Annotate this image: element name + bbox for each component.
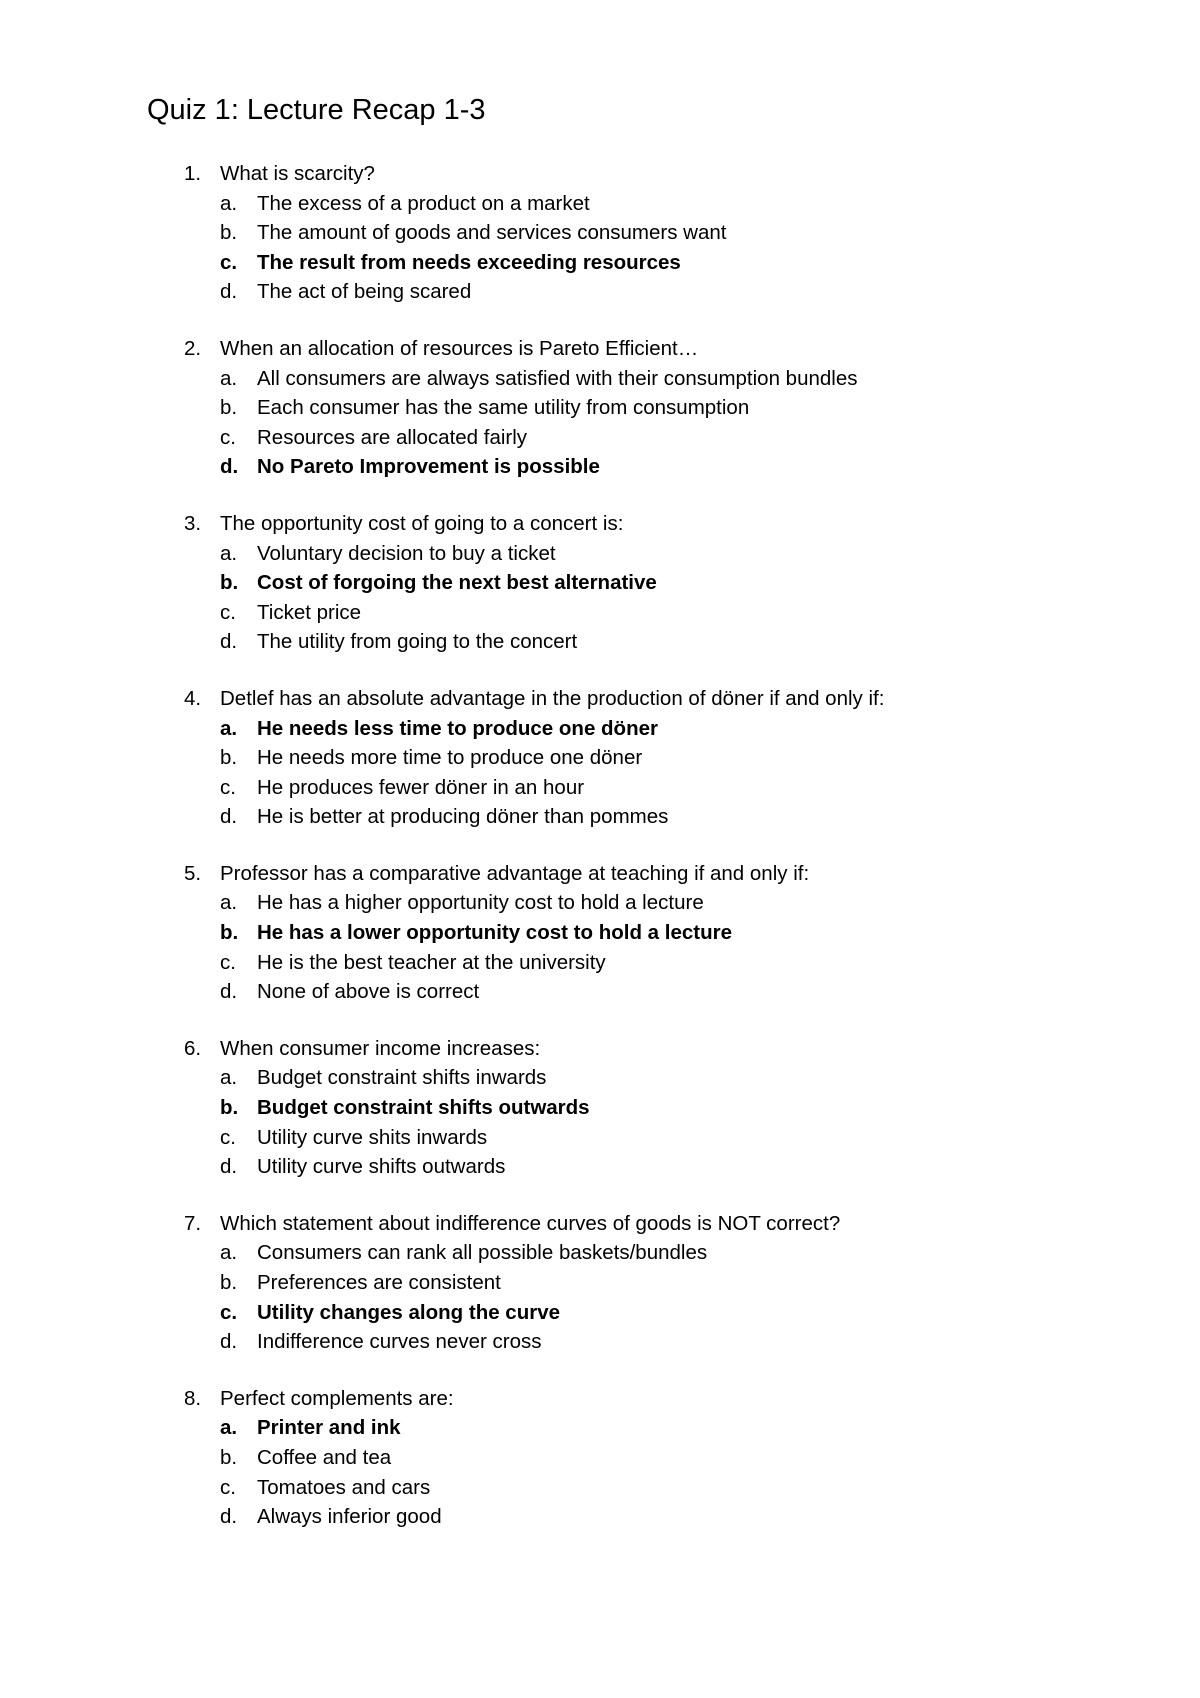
option-letter: a. (220, 1416, 238, 1440)
question-line (0, 1209, 1200, 1239)
question-text: Which statement about indifference curves of goods is NOT correct? (220, 1211, 841, 1235)
question-item (0, 1209, 1200, 1357)
option-text: Utility curve shifts outwards (257, 1155, 506, 1179)
answer-option (0, 1238, 1200, 1268)
answer-option (0, 1123, 1200, 1153)
option-text: The result from needs exceeding resources (257, 250, 681, 274)
question-number: 7. (184, 1211, 202, 1235)
question-item (0, 509, 1200, 657)
answer-option-correct (0, 248, 1200, 278)
answer-option-correct (0, 1298, 1200, 1328)
answer-option (0, 773, 1200, 803)
option-letter: c. (220, 1125, 236, 1149)
option-text: Ticket price (257, 600, 362, 624)
answer-option (0, 1063, 1200, 1093)
option-letter: b. (220, 746, 238, 770)
answer-option-correct (0, 1413, 1200, 1443)
option-text: He produces fewer döner in an hour (257, 775, 585, 799)
option-text: The act of being scared (257, 280, 472, 304)
question-line (0, 859, 1200, 889)
page-title: Quiz 1: Lecture Recap 1-3 (147, 94, 486, 126)
option-letter: d. (220, 805, 238, 829)
option-text: He has a higher opportunity cost to hold a lecture (257, 891, 704, 915)
option-text: He needs less time to produce one döner (257, 716, 658, 740)
answer-option (0, 277, 1200, 307)
answer-option (0, 1268, 1200, 1298)
question-line (0, 1034, 1200, 1064)
option-letter: d. (220, 1155, 238, 1179)
answer-option (0, 1502, 1200, 1532)
answer-option-correct (0, 452, 1200, 482)
question-number: 2. (184, 336, 202, 360)
question-item (0, 859, 1200, 1007)
option-letter: c. (220, 250, 238, 274)
option-text: He is better at producing döner than pommes (257, 805, 669, 829)
answer-option (0, 627, 1200, 657)
question-text: Detlef has an absolute advantage in the production of döner if and only if: (220, 686, 885, 710)
option-letter: d. (220, 280, 238, 304)
question-number: 1. (184, 162, 202, 185)
question-number: 8. (184, 1386, 202, 1410)
answer-option (0, 802, 1200, 832)
option-text: The amount of goods and services consumers want (257, 221, 727, 245)
question-text: What is scarcity? (220, 162, 375, 185)
question-item (0, 1384, 1200, 1532)
option-text: Utility curve shits inwards (257, 1125, 488, 1149)
option-text: He has a lower opportunity cost to hold a lecture (257, 921, 732, 945)
option-text: Always inferior good (257, 1505, 442, 1529)
option-text: Coffee and tea (257, 1445, 392, 1469)
option-text: Indifference curves never cross (257, 1330, 542, 1354)
option-letter: c. (220, 600, 236, 624)
answer-option (0, 218, 1200, 248)
question-list (0, 159, 1200, 1559)
option-letter: b. (220, 921, 239, 945)
question-number: 5. (184, 861, 202, 885)
question-number: 6. (184, 1036, 202, 1060)
option-letter: a. (220, 541, 238, 565)
option-text: None of above is correct (257, 980, 480, 1004)
answer-option (0, 423, 1200, 453)
option-text: Budget constraint shifts outwards (257, 1096, 590, 1120)
question-line (0, 159, 1200, 189)
option-text: Printer and ink (257, 1416, 401, 1440)
question-number: 4. (184, 686, 202, 710)
option-text: Utility changes along the curve (257, 1300, 561, 1324)
question-line (0, 334, 1200, 364)
option-text: Budget constraint shifts inwards (257, 1066, 547, 1090)
answer-option-correct (0, 568, 1200, 598)
answer-option (0, 977, 1200, 1007)
option-letter: b. (220, 396, 238, 420)
answer-option (0, 539, 1200, 569)
question-item (0, 159, 1200, 307)
option-text: Tomatoes and cars (257, 1475, 431, 1499)
answer-option-correct (0, 714, 1200, 744)
option-letter: b. (220, 1271, 238, 1294)
option-letter: b. (220, 221, 238, 245)
option-text: He needs more time to produce one döner (257, 746, 643, 770)
option-letter: b. (220, 571, 239, 595)
question-text: When an allocation of resources is Pareto Efficient… (220, 336, 699, 360)
option-text: All consumers are always satisfied with their consumption bundles (257, 366, 858, 390)
option-text: He is the best teacher at the university (257, 950, 606, 974)
option-letter: c. (220, 1300, 238, 1324)
answer-option (0, 888, 1200, 918)
option-text: Cost of forgoing the next best alternative (257, 571, 657, 595)
answer-option (0, 948, 1200, 978)
option-letter: c. (220, 425, 236, 449)
option-letter: d. (220, 630, 238, 654)
option-text: Each consumer has the same utility from consumption (257, 396, 750, 420)
question-line (0, 1384, 1200, 1414)
answer-option-correct (0, 918, 1200, 948)
question-text: Professor has a comparative advantage at teaching if and only if: (220, 861, 810, 885)
option-letter: a. (220, 716, 238, 740)
answer-option (0, 1443, 1200, 1473)
option-letter: c. (220, 950, 236, 974)
option-letter: b. (220, 1096, 239, 1120)
answer-option (0, 1327, 1200, 1357)
option-letter: c. (220, 775, 236, 799)
option-letter: c. (220, 1475, 236, 1499)
answer-option (0, 598, 1200, 628)
question-number: 3. (184, 511, 202, 535)
answer-option (0, 743, 1200, 773)
option-text: The utility from going to the concert (257, 630, 578, 654)
answer-option (0, 393, 1200, 423)
answer-option-correct (0, 1093, 1200, 1123)
option-letter: d. (220, 1505, 238, 1529)
question-item (0, 334, 1200, 482)
option-text: Preferences are consistent (257, 1271, 501, 1294)
option-letter: a. (220, 191, 238, 215)
option-letter: d. (220, 455, 239, 479)
option-letter: a. (220, 366, 238, 390)
option-letter: a. (220, 1066, 238, 1090)
question-text: Perfect complements are: (220, 1386, 454, 1410)
option-text: No Pareto Improvement is possible (257, 455, 600, 479)
question-text: When consumer income increases: (220, 1036, 541, 1060)
option-letter: d. (220, 980, 238, 1004)
question-item (0, 684, 1200, 832)
question-line (0, 509, 1200, 539)
option-letter: a. (220, 1241, 238, 1265)
option-text: Consumers can rank all possible baskets/bundles (257, 1241, 708, 1265)
option-letter: b. (220, 1445, 238, 1469)
option-letter: a. (220, 891, 238, 915)
option-text: Voluntary decision to buy a ticket (257, 541, 556, 565)
question-text: The opportunity cost of going to a concert is: (220, 511, 624, 535)
answer-option (0, 364, 1200, 394)
answer-option (0, 1473, 1200, 1503)
option-text: Resources are allocated fairly (257, 425, 528, 449)
option-letter: d. (220, 1330, 238, 1354)
option-text: The excess of a product on a market (257, 191, 590, 215)
question-line (0, 684, 1200, 714)
answer-option (0, 189, 1200, 219)
question-item (0, 1034, 1200, 1182)
answer-option (0, 1152, 1200, 1182)
